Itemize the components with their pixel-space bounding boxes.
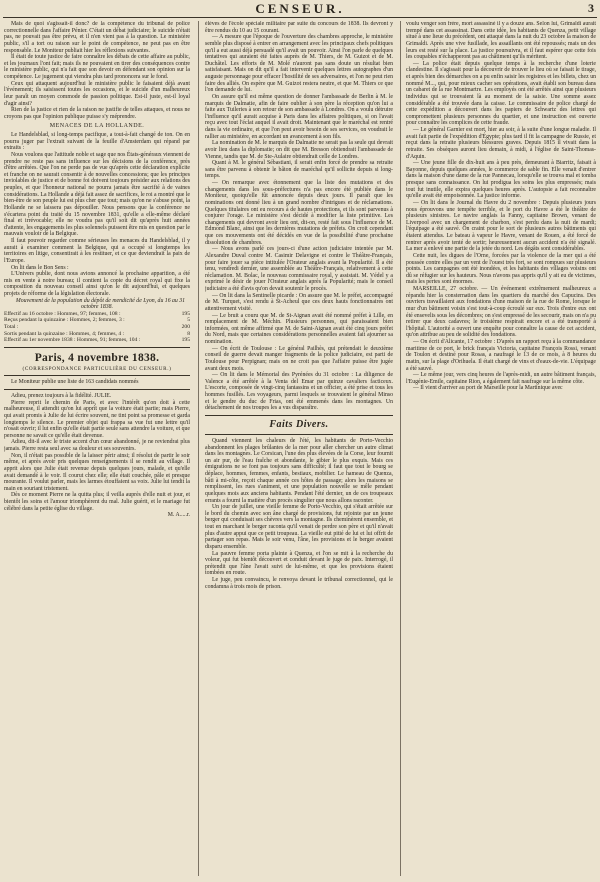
paragraph: Le Handelsblad, si long-temps pacifique, a tout-à-fait changé de ton. On en pourra juger par l'extrait suivant de la feuille d'Amsterdam qui répand par extraits : [4,132,190,152]
paragraph: Adieu, prenez toujours à la fidélité. JULIE. [11,393,112,400]
paragraph: Pierre reprit le chemin de Paris, et avec l'intérêt qu'on doit à cette malheureuse, il attendit qu'on lui apprît que la voiture était partie; mais Pierre, qui avait promis à Julie de lui écrire souvent, ne tint point sa promesse et garda longtemps le silence. Le premier objet qui frappa sa vue fut une lettre qu'il n'osait ouvrir; il lut enfin qu'elle était partie seule sans attendre la voiture, et que personne ne savait ce qu'elle était devenue. [4,399,190,439]
paragraph: — On remarque avec étonnement que la liste des mutations et des changements dans les sous-préfectures n'a pas encore été publiée dans le Moniteur, quoiqu'elle fût annoncée depuis deux jours. Il paraît que les nominations ont donné lieu à un grand nombre d'intrigues et de réclamations. Quelques titulaires ont eu recours à de hautes protections, et ils sont parvenus à conjurer l'orage. Le ministère s'est décidé à modifier la liste primitive. Les changements qui devront avoir lieu ont, dit-on, resté fait sous l'influence de M. Edmond Blanc, ainsi que les dernières mutations de préfets. On croit cependant que ces mouvements ont été décidés en vue de la possibilité d'une prochaine dissolution de chambres. [205,180,393,246]
paragraph: Non, il n'était pas possible de la laisser périr ainsi; il résolut de partir le soir même, et après avoir pris quelques renseignements il se rendit au village. Il apprit alors que Julie était revenue depuis quelques jours, malade, et qu'elle avait demandé à le voir. Il courut chez elle; elle était couchée, pâle et presque mourante. Il voulut parler, mais les larmes étouffaient sa voix. Julie lui tendit la main en souriant tristement. [4,452,190,492]
paragraph: élèves de l'école spéciale militaire par suite du concours de 1838. Ils devront y être rendus du 10 au 15 courant. [205,21,393,34]
column-separator [400,21,401,876]
table-row: Effectif au 1er novembre 1838 : Hommes, 91; femmes, 104 : 195 [4,337,190,344]
paragraph: Quant à M. le général Sébastiani, il serait enfin forcé de prendre sa retraite sans être parvenu à obtenir le bâton de maréchal qu'il sollicite depuis si long-temps. [205,160,393,180]
paragraph: Cette nuit, les digues de l'Orne, forcées par la violence de la mer qui a été poussée contre elles par un vent de l'ouest très fort, se sont rompues sur plusieurs points. Les campagnes ont été inondées, et les habitants des villages voisins ont dû se réfugier sur les hauteurs. Nous n'avons pas appris qu'il y ait eu de victimes, mais les pertes sont énormes. [406,252,596,286]
paragraph: Ceux qui attaquent aujourd'hui le ministère public le faisaient déjà avant l'événement; ils saisissent toutes les occasions, et le suicide d'un malheureux leur paraît un moyen commode de passion politique. Est-il juste, est-il loyal d'agir ainsi? [4,80,190,107]
quotation: Nous voulons que l'attitude noble et sage que nos États-généraux viennent de prendre ne reste pas sans influence sur les décisions de la conférence, près d'être arrêtées. Que l'on ne perde pas de vue qu'après cette déclaration explicite et franche on ne saurait consentir à de nouvelles concessions; que les principes inviolables de justice et de bonne foi doivent toujours présider aux relations des peuples, et que l'honneur national ne pourra jamais être sacrifié à de vaines considérations. La Hollande a déjà fait assez de sacrifices, le roi a montré que le bien-être de son peuple lui est plus cher que tout; mais qu'on ne s'abuse point, la Hollande ne se laissera pas dépouiller. Nous pensons que la conférence ne s'écartera point du traité du 15 novembre 1831, qu'elle a elle-même déclaré final et irrévocable; elle ne voudra pas qu'il soit dit qu'après huit années d'attente, les engagements les plus solennels puissent être mis en question par le mauvais vouloir de la Belgique. [4,151,190,238]
divider [4,389,190,390]
paragraph: — Le général Garnier est mort, hier au soir, à la suite d'une longue maladie. Il avait fait partie de l'expédition d'Égypte; plus tard il fit la campagne de Russie, et reçut dans la retraite plusieurs blessures graves. Depuis 1815 il vivait dans la retraite. Ses obsèques auront lieu demain, à midi, à l'église de Saint-Thomas-d'Aquin. [406,127,596,160]
divider [4,347,190,348]
population-table [4,311,190,344]
page-number: 3 [588,1,594,15]
divider [205,434,393,435]
divider [205,415,393,416]
paragraph: Il était de toute justice de faire connaître les débats de cette affaire au public, et les journaux l'ont fait; mais ils ne pouvaient en tirer des conséquences contre le ministère public, qui n'a fait que son devoir en défendant son opinion sur la compétence. Le jugement qui viendra plus tard prononcera sur le fond. [4,54,190,80]
paragraph: — On écrit d'Alicante, 17 octobre : D'après un rapport reçu à la commandance maritime de ce port, le brick français Victoria, capitaine François Rossi, venant de Toulon et destiné pour Rosas, a naufragé le 13 de ce mois, à 8 heures du matin, sur la plage d'Orihuela. Il était chargé de vins et d'eaux-de-vie. L'équipage a été sauvé. [406,339,596,372]
paragraph: Le juge, peu convaincu, le renvoya devant le tribunal correctionnel, qui le condamna à trois mois de prison. [205,577,393,590]
paragraph: Il faut pouvoir regarder comme sérieuses les menaces du Handelsblad, il y aurait à examiner comment la Belgique, qui a occupé si longtemps les territoires en litige, consentirait à les restituer, et ce que deviendrait la paix de l'Europe. [4,238,190,264]
paragraph: — On lit dans la Sentinelle picarde : On assure que M. le préfet, accompagné de M. Turquet, s'est rendu à St-Acheul que ces deux hauts fonctionnaires ont attentivement visité. [205,292,393,312]
column-2 [205,21,393,879]
paragraph: — Il vient d'arriver au port de Marseille pour la Martinique avec [413,385,563,392]
paragraph: — La police était depuis quelque temps à la recherche d'une loterie clandestine. Il s'agissait pour la découvrir de trouver le lieu où se faisait le tirage, et après bien des démarches on a pu enfin saisir les registres et les billets, chez un nommé M..., qui, pour mieux cacher ses opérations, avait établi son bureau dans un cabaret de la rue Montmartre. Les employés ont été arrêtés ainsi que plusieurs individus qui se trouvaient là au moment de la saisie. Une somme assez considérable a été trouvée dans la caisse. Le commissaire de police chargé de cette expédition a découvert dans les papiers de Schwartz des lettres qui compromettent plusieurs personnes du quartier, et une instruction est ouverte pour connaître les complices de cette fraude. [406,60,596,127]
table-row: Total : 200 [4,324,190,331]
header-rule [3,17,597,18]
paragraph: On assure qu'il est même question de donner l'ambassade de Berlin à M. le marquis de Dalmatie, afin de faire oublier à son père la réception qu'on lui a faite aux Tuileries à son retour de son ambassade à Londres. On a voulu détruire l'influence qu'il aurait acquise à Paris dans les affaires politiques, si on l'avait reçu avec tout l'éclat auquel il avait droit. Maintenant que le maréchal est rentré dans la vie ordinaire, et que l'on peut avoir besoin de ses services, on voudrait le rallier au ministère, en accordant un avancement à son fils. [205,93,393,140]
paragraph: Rien de la justice et rien de la raison ne justifie de telles attaques, et nous ne croyons pas que l'opinion publique puisse s'y méprendre. [4,107,190,120]
column-3 [406,21,596,879]
paragraph: — On lit dans le Journal du Havre du 2 novembre : Depuis plusieurs jours nous éprouvons une tempête terrible, et le port du Havre a été le théâtre de plusieurs sinistres. Le navire anglais la Fanny, capitaine Brown, venant de Liverpool avec un chargement de charbon, s'est perdu dans la nuit de mardi; l'équipage a été sauvé. On craint pour le sort de plusieurs autres bâtiments qui étaient attendus. Le bateau à vapeur le Havre, venant de Rouen, a été forcé de rentrer après avoir tenté de sortir; heureusement aucun accident n'a été signalé. La mer a enlevé une partie de la jetée du nord. Les dégâts sont considérables. [406,199,596,253]
section-title-faits-divers: Faits Divers. [269,418,329,430]
paragraph: L'Univers publie, dont nous avions annoncé la prochaine apparition, a été mis en vente à notre bureau; il contient la copie du décret royal qui fixe la composition du nouveau conseil ainsi qu'on le dit aujourd'hui, et quelques projets de réforme de la législation électorale. [4,271,190,297]
table-row: Sortis pendant la quinzaine : Hommes, 4; femmes, 4 : 8 [4,330,190,337]
paragraph: Adieu, dit-il avec le triste accent d'un cœur abandonné, je ne reviendrai plus jamais. Pierre resta seul avec sa douleur et ses souvenirs. [4,439,190,453]
paragraph: — Une jeune fille de dix-huit ans à peu près, demeurant à Biarritz, faisait à Bayonne, depuis quelques années, le commerce de sable fin. Elle venait d'entrer dans la maison d'une dame de la rue Pannecau, lorsqu'elle se trouva mal et tomba presque sans connaissance. On lui prodigua les soins les plus empressés; mais tout fut inutile, elle expira quelques heures après. L'autopsie a fait reconnaître qu'elle avait été empoisonnée. La justice informe. [406,160,596,200]
column-1 [4,21,190,879]
paragraph: — On lit dans le Mémorial des Pyrénées du 31 octobre : La diligence de Valence a été arrêtée à la Venta del Emar par quinze cavaliers facticeux. L'escorte, composée de vingt-cinq fantassins et un officier, a été prise et tous les hommes fusillés. Les voyageurs, parmi lesquels se trouvaient le général Minso et le gendre du duc de Frias, ont été emmenés dans les montagnes. Un détachement de nos troupes les a vus disparaître. [205,372,393,412]
paragraph: — On écrit de Toulouse : Le général Pailhès, qui prétendait le deuxième conseil de guerre devait manger fragments de la police judiciaire, est parti de Toulouse pour Perpignan; mais on ne croit pas que l'affaire puisse être jugée avant deux mois. [205,345,393,372]
paragraph: Mais de quoi s'agissait-il donc? de la compétence du tribunal de police correctionnelle dans l'affaire Pénier. C'était un débat judiciaire; le suicide n'était pas, ne pouvait pas être prévu, et il n'en vient pas à la question. Le ministère public, s'il a tort ou raison sur le point de compétence, ne peut pas en être responsable. Le Moniteur publiait hier les réflexions suivantes. [4,21,190,54]
masthead-title: CENSEUR. [255,1,345,16]
dateline: Paris, 4 novembre 1838. [34,351,160,364]
paragraph: — Nous avons parlé ces jours-ci d'une action judiciaire intentée par M. Alexandre Duval contre M. Casimir Delavigne et contre le Théâtre-Français, pour faire jouer sa pièce intitulée l'Orateur anglais avant la Popularité. Il a été tenu, vendredi dernier, une assemblée au Théâtre-Français, relativement à cette réclamation. M. Bolac, le nouveau commissaire royal, y assistait. M. Védel y a exprimé le désir de jouer l'Orateur anglais après la Popularité; mais le conseil judiciaire a été d'avis qu'on devait soutenir le procès. [205,246,393,292]
table-row: Effectif au 16 octobre : Hommes, 97; femmes, 108 : 195 [4,310,190,317]
paragraph: Quand viennent les chaleurs de l'été, les habitants de Porto-Vecchio abandonnent les plages brûlantes de la mer pour aller chercher un autre climat dans les montagnes. Le Corsican, l'une des plus élevées de la Corse, leur fournit un air pur, de l'eau fraîche et abondante, le gibier le plus exquis. Mais ces émigrations ne se font pas toujours sans difficulté; il faut que tout le bourg se déplace, hommes, femmes, enfants, bestiaux, mobilier. Le hameau de Quenza, bâti à mi-côte, reçoit chaque année ces hôtes de passage; alors les maisons se remplissent, les rues s'animent, et une population nouvelle se mêle pendant quelques mois aux anciens habitants. Pendant l'été dernier, un de ces troupeaux errants a fourni la matière d'un procès singulier que nous allons raconter. [205,437,393,504]
correspondence-note: (CORRESPONDANCE PARTICULIÈRE DU CENSEUR.) [22,365,172,372]
paragraph: On lit dans le Bon Sens : [11,264,69,271]
paragraph: — Le même jour, vers cinq heures de l'après-midi, un autre bâtiment français, l'Eugénie-Emile, capitaine Rion, a également fait naufrage sur la même côte. [406,372,596,385]
signature: M. A.....r. [167,512,190,519]
paragraph: La nomination de M. le marquis de Dalmatie ne serait pas la seule qui devrait avoir lieu dans la diplomatie; on dit que M. Bresson obtiendrait l'ambassade de Vienne, tandis que M. de Ste-Aulaire obtiendrait celle de Londres. [205,140,393,160]
paragraph: MARSEILLE, 27 octobre. — Un événement extrêmement malheureux a répandu hier la consternation dans les quartiers du marché des Capucins. Des ouvriers travaillaient aux fondations d'une maison de la rue de Rome, lorsque le mur d'un bâtiment voisin s'est tout-à-coup écroulé sur eux. Trois d'entre eux ont été ensevelis sous les décombres; on s'est empressé de les secourir, mais on n'a pu retirer que deux cadavres; le troisième respirait encore et a été transporté à l'hôpital. L'autorité a ouvert une enquête pour connaître la cause de cet accident, qu'on attribue au peu de solidité des fondations. [406,286,596,339]
divider [4,375,190,376]
paragraph: Un jour de juillet, une vieille femme de Porto-Vecchio, qui s'était arrêtée sur le bord du chemin avec son âne chargé de provisions, fut rejointe par un jeune berger qui conduisait ses chèvres vers la montagne. Ils cheminèrent ensemble, et tout en marchant le berger raconta qu'il venait de perdre son père et qu'il n'avait plus d'autre appui que ce petit troupeau. La vieille eut pitié de lui et lui offrit de partager son repas. Mais le soir venu, l'âne, les provisions et le berger avaient disparu ensemble. [205,504,393,550]
table-row: Reçus pendant la quinzaine : Hommes, 2; femmes, 3 : 5 [4,317,190,324]
paragraph: Dès ce moment Pierre ne la quitta plus; il veilla auprès d'elle nuit et jour, et bientôt les soins et l'amour triomphèrent du mal. Julie guérit, et le mariage fut célébré dans la petite église du village. [4,492,190,512]
paragraph: — A mesure que l'époque de l'ouverture des chambres approche, le ministère semble plus disposé à entrer en arrangement avec les principaux chefs politiques qu'il a eut aussi déjà persuadé qu'il avait un pouvoir. Ainsi l'on parle de quelques tentatives qui auraient été faites auprès de M. Thiers, de M. Guizot et de M. Duchâtel. Les efforts de M. Molé n'auront pas sans doute un résultat bien satisfaisant. Mais on dit qu'il a fait intervenir quelques lettres autographes d'un auguste personnage pour effacer l'hostilité de ses adversaires, et l'on ne peut rien faire des alliés. On espère que M. Guizot restera neutre, et que M. Thiers ce que l'on demande de lui. [205,34,393,94]
paragraph: Le Moniteur publie une liste de 163 candidats nommés [11,379,139,386]
column-separator [198,21,199,876]
table-caption: Mouvement de la population du dépôt de mendicité de Lyon, du 16 au 31 octobre 1838. [15,297,186,311]
paragraph: voulu venger son frère, mort assassiné il y a douze ans. Selon lui, Grimaldi aurait trempé dans cet assassinat. Dans cette idée, les habitants de Quenza, petit village situé à une lieue du précédent, ont attaqué dans la nuit du 23 octobre la maison de Grimaldi. Après une vive fusillade, les assaillants ont été repoussés; mais un des leurs est resté sur la place. La justice poursuivra, et il faut espérer que cette fois les coupables n'échapperont pas au châtiment qu'ils méritent. [406,21,596,61]
paragraph: — Le bruit a couru que M. de St-Aignan avait été nommé préfet à Lille, en remplacement de M. Méchin. Plusieurs personnes, qui paraissaient bien informées, ont même affirmé que M. de Saint-Aignan avait été cinq jours préfet du Nord, mais que certaines considérations personnelles avaient fait ajourner sa nomination. [205,312,393,345]
section-heading: MENACES DE LA HOLLANDE. [49,123,145,130]
paragraph: La pauvre femme porta plainte à Quenza, et l'on se mit à la recherche du voleur, qui fut bientôt découvert et conduit devant le juge de paix. Interrogé, il prétendit que l'âne l'avait suivi de lui-même, et que les provisions étaient tombées en route. [205,550,393,577]
